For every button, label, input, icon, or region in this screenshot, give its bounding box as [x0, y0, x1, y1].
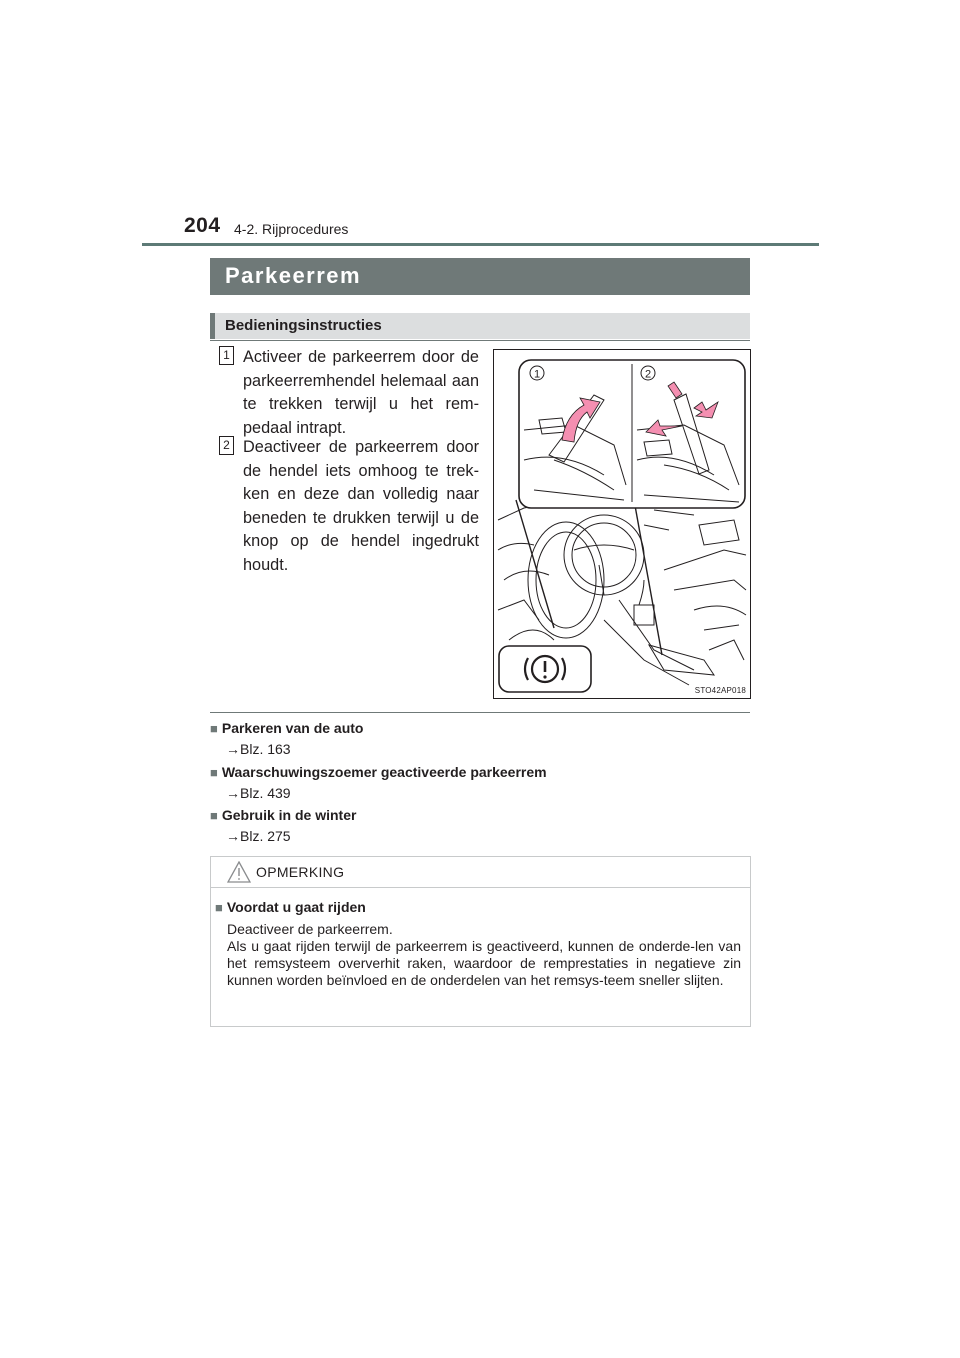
callout-2: [641, 366, 655, 381]
reference-link-2[interactable]: →Blz. 439: [226, 785, 291, 801]
callout-1-label: 1: [533, 368, 541, 381]
reference-heading-3: [210, 807, 356, 823]
notice-body: Als u gaat rijden terwijl de parkeerrem is geactiveerd, kunnen de onderde-len van het remsysteem oververhit raken, waardoor de remprestaties in negatieve zin kunnen worden beïnvloed en de onderdelen van het remsys-teem sneller slijten.: [227, 938, 741, 988]
pointer-line-right: [634, 500, 662, 655]
title-bar: [210, 258, 750, 295]
bullet-square-icon: ■: [210, 721, 218, 736]
bullet-square-icon: ■: [210, 808, 218, 823]
section-breadcrumb: 4-2. Rijprocedures: [234, 221, 349, 237]
bullet-square-icon: ■: [210, 765, 218, 780]
notice-subheading-text: Voordat u gaat rijden: [226, 899, 366, 915]
subheading-accent: [210, 313, 215, 339]
step-2-text: Deactiveer de parkeerrem door de hendel iets omhoog te trek-ken en deze dan volledig naar beneden te drukken terwijl u de knop op de hendel ingedrukt houdt.: [243, 438, 479, 574]
reference-link-1[interactable]: →Blz. 163: [226, 741, 291, 757]
reference-heading-1-text: Parkeren van de auto: [221, 720, 364, 736]
reference-link-3[interactable]: →Blz. 275: [226, 828, 291, 844]
notice-subheading: [215, 899, 366, 915]
notice-header: [211, 857, 750, 888]
subheading-divider: [210, 340, 750, 341]
reference-heading-3-text: Gebruik in de winter: [221, 807, 357, 823]
page-number: 204: [184, 214, 221, 237]
step-1-text: Activeer de parkeerrem door de parkeerremhendel helemaal aan te trekken terwijl u het rem-pedaal intrapt.: [243, 348, 479, 437]
callout-1: [530, 366, 544, 381]
subheading: Bedieningsinstructies: [225, 317, 382, 334]
bullet-square-icon: ■: [215, 900, 223, 915]
reference-heading-2-text: Waarschuwingszoemer geactiveerde parkeerrem: [221, 764, 547, 780]
reference-heading-1: [210, 720, 363, 736]
notice-instruction: Deactiveer de parkeerrem.: [227, 921, 393, 937]
header-divider: [142, 243, 819, 246]
step-number-2: 2: [219, 436, 234, 455]
parking-brake-illustration: [493, 349, 751, 699]
illustration-drawing: [494, 350, 750, 698]
notice-title: OPMERKING: [256, 864, 345, 880]
section-divider: [210, 712, 750, 713]
callout-2-label: 2: [644, 368, 652, 381]
warning-triangle-icon: [227, 861, 251, 883]
notice-box: [210, 856, 751, 1027]
illustration-code: STO42AP018: [694, 686, 746, 695]
subheading-bar: [210, 313, 750, 339]
reference-heading-2: [210, 764, 547, 780]
step-number-1: 1: [219, 346, 234, 365]
pointer-line-left: [516, 500, 554, 628]
page-title: Parkeerrem: [225, 263, 362, 288]
